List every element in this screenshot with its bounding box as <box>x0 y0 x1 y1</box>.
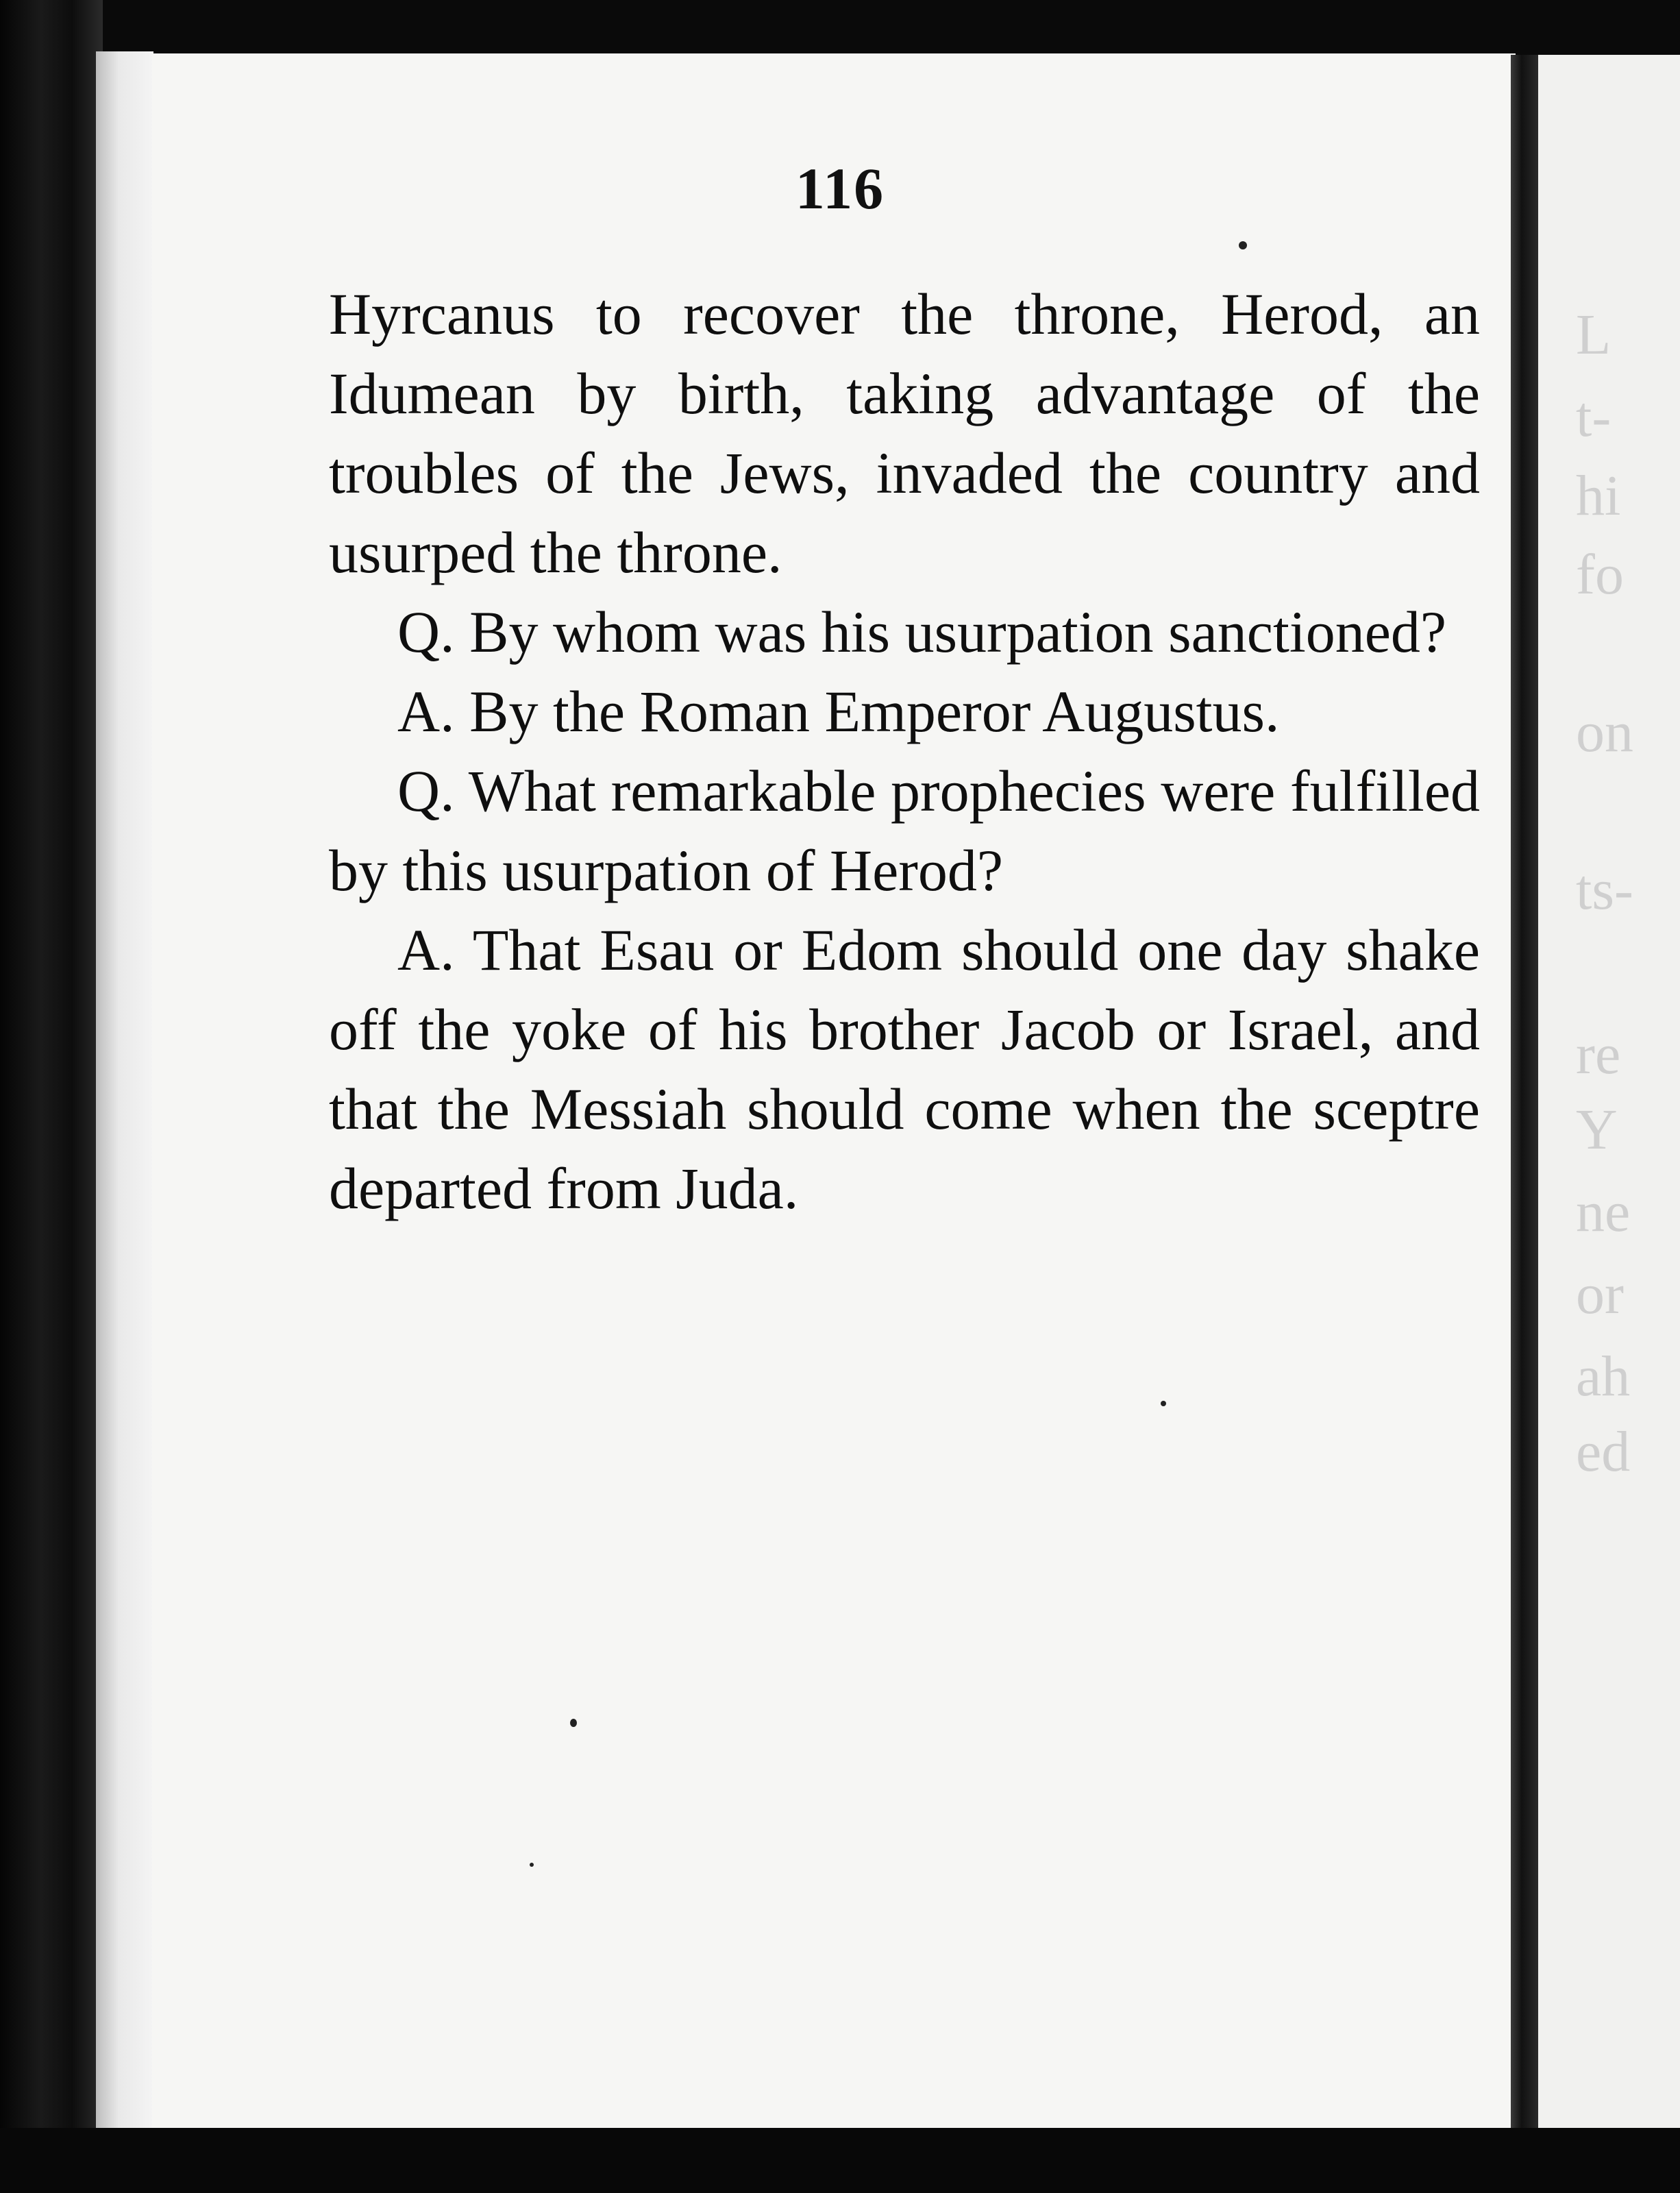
adjacent-page-fragment: hi <box>1576 464 1621 528</box>
adjacent-page-fragment: ts- <box>1576 858 1633 922</box>
adjacent-page-fragment: fo <box>1576 543 1624 607</box>
adjacent-page-fragment: t- <box>1576 385 1611 449</box>
adjacent-page-fragment: ah <box>1576 1345 1631 1408</box>
adjacent-page-fragment: re <box>1576 1022 1621 1086</box>
adjacent-page-fragment: ne <box>1576 1180 1631 1244</box>
adjacent-page-fragment: ed <box>1576 1420 1631 1484</box>
answer-paragraph: A. That Esau or Edom should one day shake off the yoke of his brother Jacob or Israel, and that the Messiah should come when the sceptre departed from Juda. <box>329 917 1480 1221</box>
ink-speck <box>530 1863 534 1867</box>
paragraph-continuation: Hyrcanus to recover the throne, Herod, an Idumean by birth, taking advantage of the troubles of the Jews, invaded the country and usurped the throne. <box>329 281 1480 585</box>
ink-speck <box>1161 1401 1166 1406</box>
page-gutter-right <box>1511 55 1538 2131</box>
adjacent-page-fragment: L <box>1576 303 1611 367</box>
book-binding-left <box>0 0 103 2193</box>
scan-frame-top <box>0 0 1680 55</box>
answer-paragraph: A. By the Roman Emperor Augustus. <box>397 678 1280 744</box>
adjacent-page-fragment: on <box>1576 700 1633 764</box>
adjacent-page-fragment: Y <box>1576 1098 1618 1162</box>
question-paragraph: Q. By whom was his usurpation sanctioned? <box>397 599 1447 665</box>
ink-speck <box>1239 241 1247 249</box>
ink-speck <box>570 1719 577 1727</box>
question-paragraph: Q. What remarkable prophecies were fulfilled by this usurpation of Herod? <box>329 758 1480 903</box>
scan-frame-bottom <box>0 2128 1680 2193</box>
page-body <box>329 274 1480 1228</box>
page-number: 116 <box>795 156 885 221</box>
adjacent-page-fragment: or <box>1576 1262 1624 1326</box>
page-edge-left <box>96 51 153 2131</box>
